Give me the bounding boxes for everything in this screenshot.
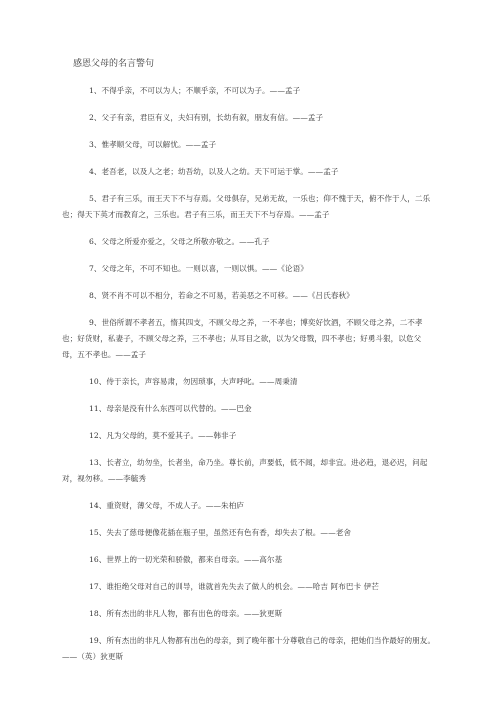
document-title: 感恩父母的名言警句 (73, 59, 155, 69)
quote-item: 5、君子有三乐，而王天下不与存焉。父母俱存，兄弟无故，一乐也；仰不愧于天，俯不作于人，二乐也；得天下英才而教育之，三乐也。君子有三乐，而王天下不与存焉。——孟子 (62, 194, 431, 219)
quote-item: 14、重资财，薄父母，不成人子。——朱柏庐 (89, 501, 244, 510)
quote-item: 15、失去了慈母便像花插在瓶子里，虽然还有色有香，却失去了根。——老舍 (89, 528, 352, 537)
quote-item: 3、惟孝顺父母，可以解忧。——孟子 (89, 140, 217, 149)
quote-item: 13、长者立，幼勿坐，长者坐，命乃坐。尊长前，声要低，低不闻，却非宜。进必趋，退必迟，问起对，视勿移。——李毓秀 (62, 458, 428, 483)
quote-item: 7、父母之年，不可不知也。一则以喜，一则以惧。——《论语》 (89, 264, 308, 273)
quote-item: 11、母亲是没有什么东西可以代替的。——巴金 (89, 404, 252, 413)
quote-item: 6、父母之所爱亦爱之，父母之所敬亦敬之。——孔子 (89, 237, 270, 246)
quote-item: 4、老吾老，以及人之老；幼吾幼，以及人之幼。天下可运于掌。——孟子 (89, 167, 339, 176)
quote-item: 18、所有杰出的非凡人物，都有出色的母亲。——狄更斯 (89, 609, 283, 618)
quote-item: 8、贤不肖不可以不相分，若命之不可易，若美恶之不可移。——《吕氏春秋》 (89, 291, 354, 300)
quote-list (62, 83, 436, 665)
quote-item: 2、父子有亲，君臣有义，夫妇有别，长幼有叙，朋友有信。——孟子 (89, 113, 324, 122)
quote-item: 12、凡为父母的，莫不爱其子。——韩非子 (89, 431, 237, 440)
quote-item: 1、不得乎亲，不可以为人；不顺乎亲，不可以为子。——孟子 (89, 86, 301, 95)
quote-item: 19、所有杰出的非凡人物都有出色的母亲，到了晚年都十分尊敬自己的母亲，把她们当作最好的朋友。——（英）狄更斯 (62, 636, 436, 661)
quote-item: 9、世俗所谓不孝者五，惰其四支，不顾父母之养，一不孝也；博奕好饮酒，不顾父母之养，二不孝也；好货财，私妻子，不顾父母之养，三不孝也；从耳目之欲，以为父母戮，四不孝也；好勇斗狠，以危父母，五不孝也。——孟子 (62, 318, 423, 359)
quote-item: 10、侍于亲长，声容易肃，勿因琐事，大声呼叱。——周秉清 (89, 377, 298, 386)
quote-item: 17、谁拒绝父母对自己的训导，谁就首先失去了做人的机会。——哈吉 阿布巴卡 伊芒 (89, 582, 379, 591)
quote-item: 16、世界上的一切光荣和骄傲，都来自母亲。——高尔基 (89, 555, 283, 564)
